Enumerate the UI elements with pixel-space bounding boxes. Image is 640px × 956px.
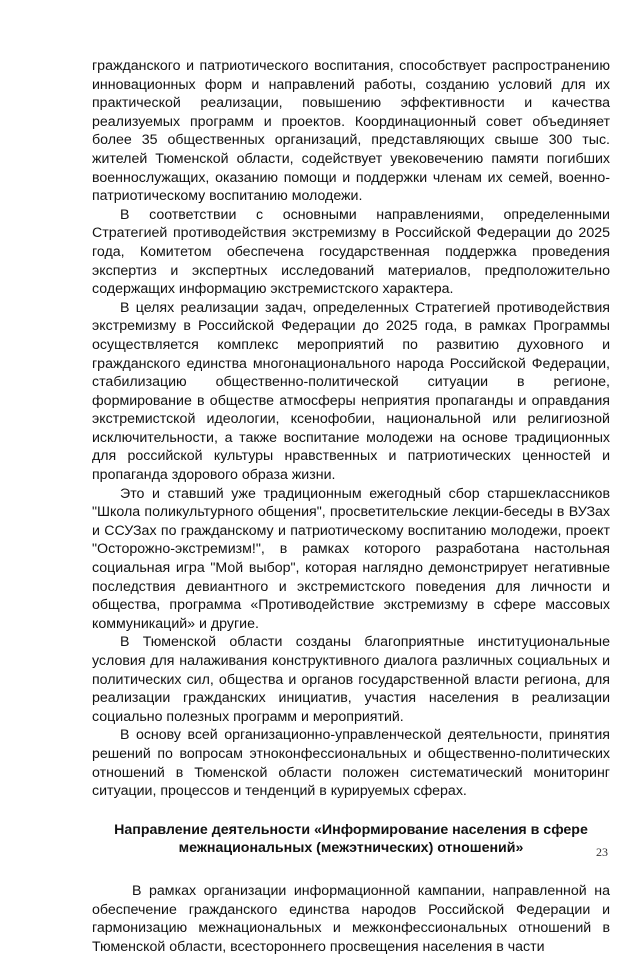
paragraph-info-campaign: В рамках организации информационной кампании, направленной на обеспечение гражданского единства народов Российской Федерации и гармонизацию межнациональных и межконфессиональных отношений в Тюменской области, всестороннего просвещения населения в части xyxy=(92,882,610,955)
paragraph-program-measures: В целях реализации задач, определенных Стратегией противодействия экстремизму в Российской Федерации до 2025 года, в рамках Программы осуществляется комплекс мероприятий по развитию духовного и гражданского единства многонационального народа Российской Федерации, стабилизацию общественно-политической ситуации в регионе, формирование в обществе атмосферы неприятия пропаганды и оправдания экстремистской идеологии, ксенофобии, национальной или религиозной исключительности, а также воспитание молодежи на основе традиционных для российской культуры нравственных и патриотических ценностей и пропаганда здорового образа жизни. xyxy=(92,299,610,484)
section-heading: Направление деятельности «Информирование населения в сфере межнациональных (межэтнических) отношений» xyxy=(114,821,588,857)
document-page xyxy=(92,57,610,956)
page-number: 23 xyxy=(596,845,608,859)
paragraph-youth-events: Это и ставший уже традиционным ежегодный сбор старшеклассников "Школа поликультурного общения", просветительские лекции-беседы в ВУЗах и ССУЗах по гражданскому и патриотическому воспитанию молодежи, проект "Осторожно-экстремизм!", в рамках которого разработана настольная социальная игра "Мой выбор", которая наглядно демонстрирует негативные последствия девиантного и экстремистского поведения для личности и общества, программа «Противодействие экстремизму в сфере массовых коммуникаций» и другие. xyxy=(92,485,610,632)
paragraph-civic-education: гражданского и патриотического воспитания, способствует распространению инновационных форм и направлений работы, созданию условий для их практической реализации, повышению эффективности и качества реализуемых программ и проектов. Координационный совет объединяет более 35 общественных организаций, представляющих свыше 300 тыс. жителей Тюменской области, содействует увековечению памяти погибших военнослужащих, оказанию помощи и поддержки членам их семей, военно-патриотическому воспитанию молодежи. xyxy=(92,58,610,205)
paragraph-monitoring: В основу всей организационно-управленческой деятельности, принятия решений по вопросам этноконфессиональных и общественно-политических отношений в Тюменской области положен систематический мониторинг ситуации, процессов и тенденций в курируемых сферах. xyxy=(92,727,610,800)
paragraph-institutional-conditions: В Тюменской области созданы благоприятные институциональные условия для налаживания конструктивного диалога различных социальных и политических сил, общества и органов государственной власти региона, для реализации гражданских инициатив, участия населения в реализации социально полезных программ и мероприятий. xyxy=(92,634,610,725)
paragraph-expert-review: В соответствии с основными направлениями, определенными Стратегией противодействия экстремизму в Российской Федерации до 2025 года, Комитетом обеспечена государственная поддержка проведения экспертиз и экспертных исследований материалов, предположительно содержащих информацию экстремистского характера. xyxy=(92,206,610,298)
